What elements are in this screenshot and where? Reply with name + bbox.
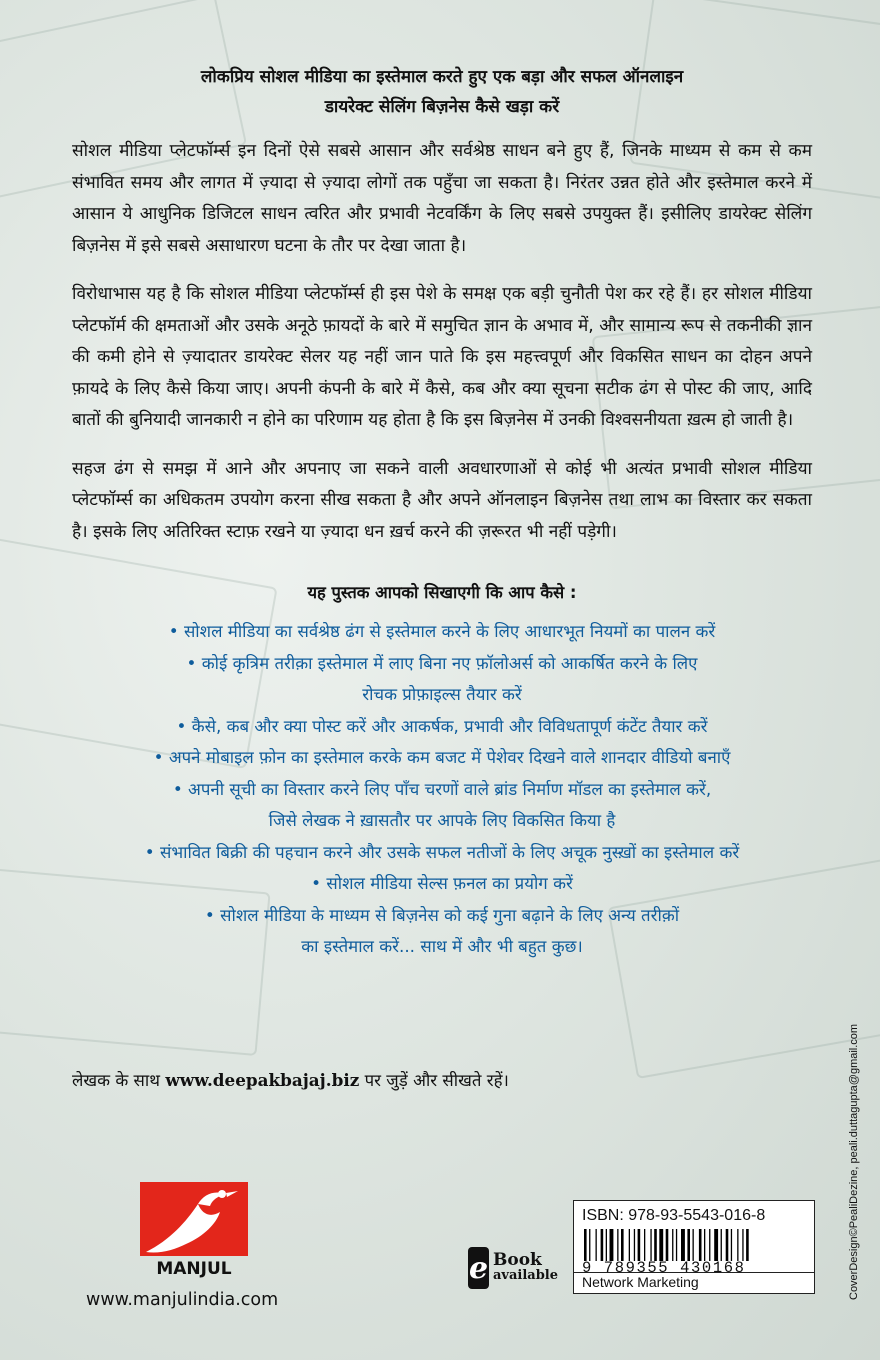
publisher-website[interactable]: www.manjulindia.com — [86, 1290, 279, 1310]
contact-prefix: लेखक के साथ — [72, 1070, 160, 1090]
back-cover-content — [72, 62, 812, 963]
ebook-available: available — [493, 1268, 558, 1283]
publisher-bird-icon — [140, 1182, 248, 1282]
category-label — [574, 1272, 814, 1294]
author-contact — [72, 1068, 509, 1091]
cover-design-credit: CoverDesign©PealiDezine, peali.duttagupta@gmail.com — [848, 1023, 860, 1300]
isbn-box — [573, 1200, 815, 1294]
ebook-label: Book — [493, 1250, 542, 1270]
headline — [72, 62, 812, 122]
manjul-logo — [140, 1182, 248, 1282]
list-item: • कैसे, कब और क्या पोस्ट करें और आकर्षक, प्रभावी और विविधतापूर्ण कंटेंट तैयार करें — [176, 715, 708, 736]
paragraph-1: सोशल मीडिया प्लेटफॉर्म्स इन दिनों ऐसे सबसे आसान और सर्वश्रेष्ठ साधन बने हुए हैं, जिनके माध्यम से कम से कम संभावित समय और लागत में ज़्यादा से ज़्यादा लोगों तक पहुँचा जा सकता है। निरंतर उन्नत होते और इस्तेमाल करने में आसान ये आधुनिक डिजिटल साधन त्वरित और प्रभावी नेटवर्किंग के लिए सबसे उपयुक्त हैं। इसीलिए डायरेक्ट सेलिंग बिज़नेस में इसे सबसे असाधारण घटना के तौर पर देखा जाता है। — [72, 141, 812, 256]
list-item: • कोई कृत्रिम तरीक़ा इस्तेमाल में लाए बिना नए फ़ॉलोअर्स को आकर्षित करने के लिए रोचक प्रोफ़ाइल्स तैयार करें — [186, 652, 698, 704]
list-item: • सोशल मीडिया के माध्यम से बिज़नेस को कई गुना बढ़ाने के लिए अन्य तरीक़ों का इस्तेमाल करें... साथ में और भी बहुत कुछ। — [204, 904, 680, 956]
isbn-label: ISBN: 978-93-5543-016-8 — [582, 1207, 766, 1224]
publisher-name: MANJUL — [156, 1259, 232, 1279]
benefits-list — [72, 616, 812, 963]
ebook-badge — [468, 1244, 558, 1292]
barcode-icon — [580, 1229, 808, 1261]
ebook-e-icon: e — [468, 1247, 489, 1289]
bullets-intro: यह पुस्तक आपको सिखाएगी कि आप कैसे : — [307, 583, 577, 602]
list-item: • सोशल मीडिया सेल्स फ़नल का प्रयोग करें — [311, 873, 573, 893]
list-item: • संभावित बिक्री की पहचान करने और उसके सफल नतीजों के लिए अचूक नुस्ख़ों का इस्तेमाल करें — [144, 841, 740, 862]
category-text: Network Marketing — [582, 1274, 699, 1290]
list-item: • अपनी सूची का विस्तार करने लिए पाँच चरणों वाले ब्रांड निर्माण मॉडल का इस्तेमाल करें, जिसे लेखक ने ख़ासतौर पर आपके लिए विकसित किया है — [172, 778, 712, 830]
author-website-link[interactable]: www.deepakbajaj.biz — [165, 1070, 360, 1090]
contact-suffix: पर जुड़ें और सीखते रहें। — [364, 1070, 509, 1090]
barcode-number: 9 789355 430168 — [582, 1259, 746, 1277]
list-item: • सोशल मीडिया का सर्वश्रेष्ठ ढंग से इस्तेमाल करने के लिए आधारभूत नियमों का पालन करें — [168, 621, 716, 641]
headline-line-1: लोकप्रिय सोशल मीडिया का इस्तेमाल करते हुए एक बड़ा और सफल ऑनलाइन — [200, 67, 684, 87]
paragraph-2: विरोधाभास यह है कि सोशल मीडिया प्लेटफॉर्म्स ही इस पेशे के समक्ष एक बड़ी चुनौती पेश कर रहे हैं। हर सोशल मीडिया प्लेटफॉर्म की क्षमताओं और उसके अनूठे फ़ायदों के बारे में समुचित ज्ञान के अभाव में, और सामान्य रूप से तकनीकी ज्ञान की कमी होने से ज़्यादातर डायरेक्ट सेलर यह नहीं जान पाते कि इस महत्त्वपूर्ण और विकसित साधन का दोहन अपने फ़ायदे के लिए कैसे किया जाए। अपनी कंपनी के बारे में कैसे, कब और क्या सूचना सटीक ढंग से पोस्ट की जाए, आदि बातों की बुनियादी जानकारी न होने का परिणाम यह होता है कि इस बिज़नेस में उनकी विश्वसनीयता ख़त्म हो जाती है। — [72, 284, 812, 430]
headline-line-2: डायरेक्ट सेलिंग बिज़नेस कैसे खड़ा करें — [324, 97, 560, 117]
paragraph-3: सहज ढंग से समझ में आने और अपनाए जा सकने वाली अवधारणाओं से कोई भी अत्यंत प्रभावी सोशल मीडिया प्लेटफॉर्म्स का अधिकतम उपयोग करना सीख सकता है और अपने ऑनलाइन बिज़नेस तथा लाभ का विस्तार कर सकता है। इसके लिए अतिरिक्त स्टाफ़ रखने या ज़्यादा धन ख़र्च करने की ज़रूरत भी नहीं पड़ेगी। — [72, 458, 812, 542]
list-item: • अपने मोबाइल फ़ोन का इस्तेमाल करके कम बजट में पेशेवर दिखने वाले शानदार वीडियो बनाएँ — [153, 747, 731, 767]
